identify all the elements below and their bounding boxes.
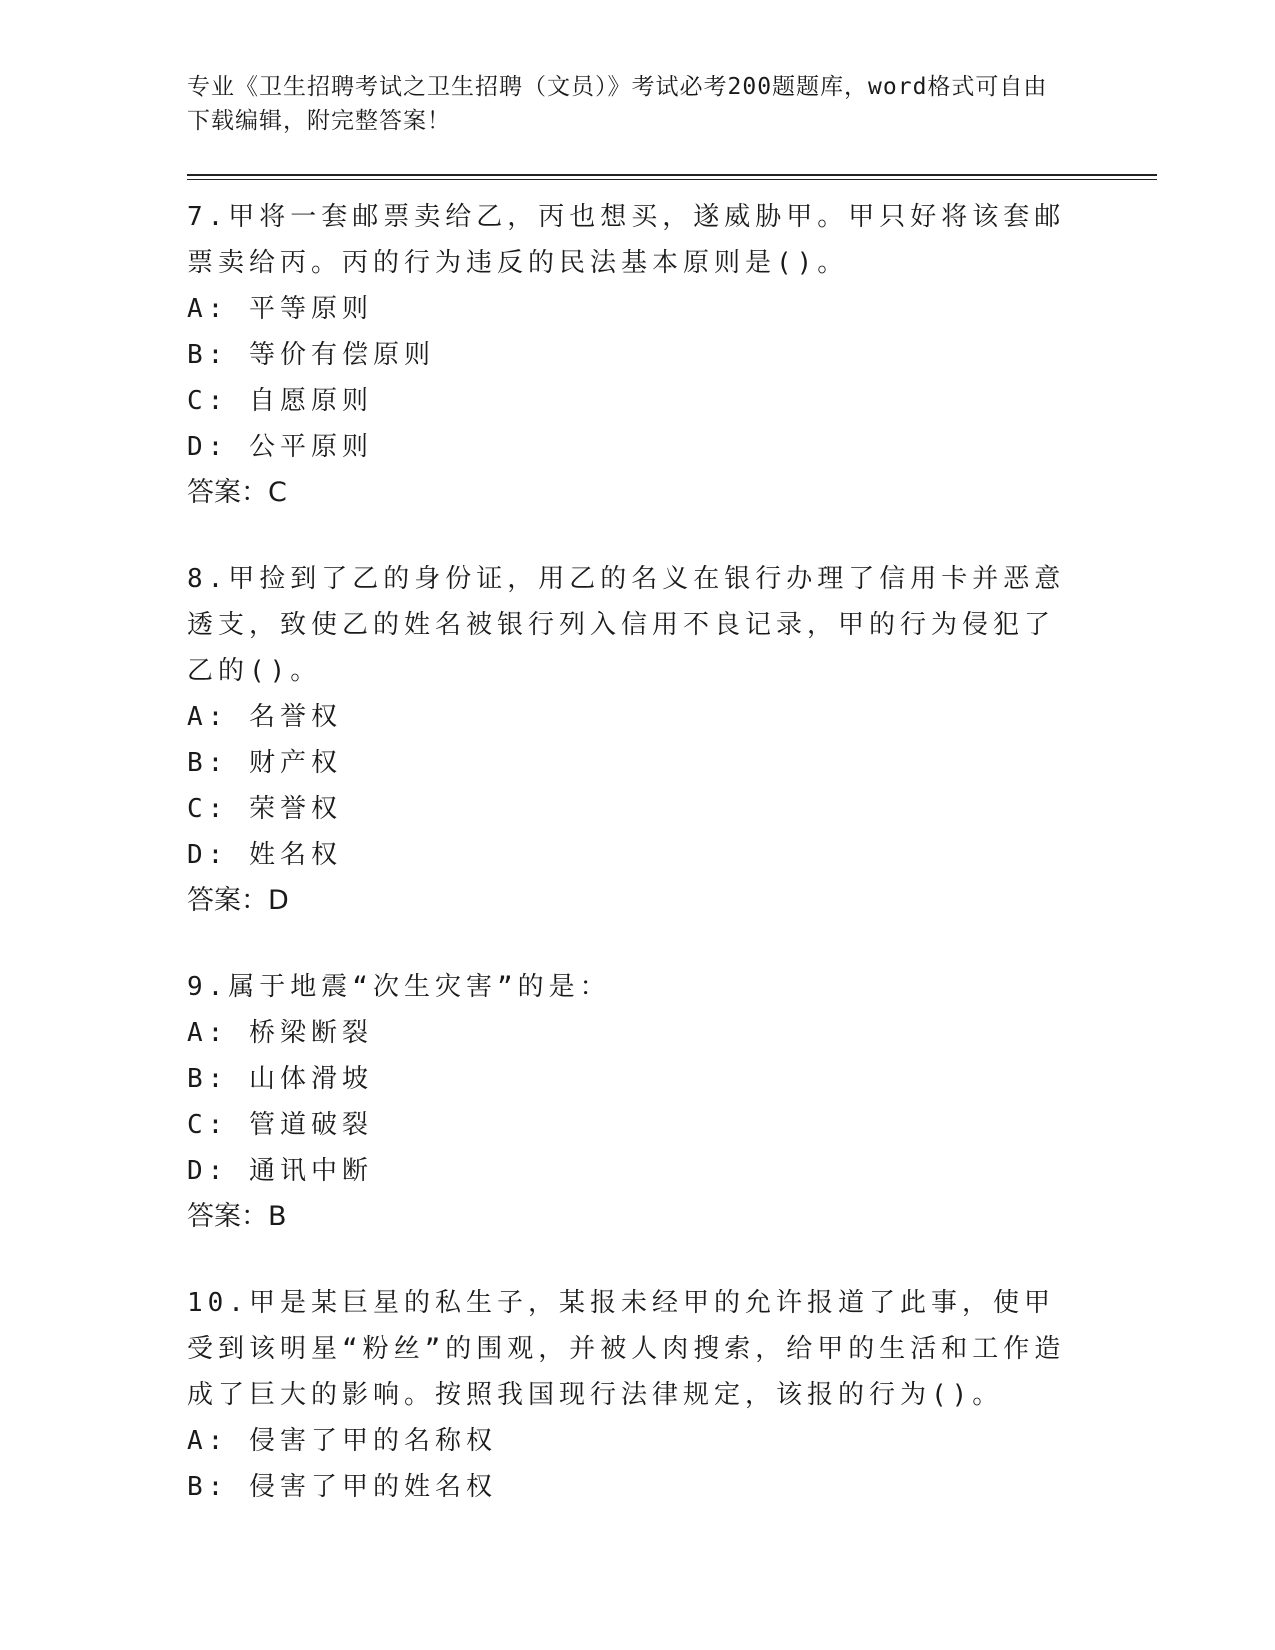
option-a: A: 桥梁断裂 — [187, 1018, 373, 1048]
option-c: C: 荣誉权 — [187, 794, 342, 824]
question-stem: 8.甲捡到了乙的身份证，用乙的名义在银行办理了信用卡并恶意透支，致使乙的姓名被银行列入信用不良记录，甲的行为侵犯了乙的()。 — [187, 564, 1066, 686]
question-7 — [187, 194, 1157, 516]
option-c: C: 自愿原则 — [187, 386, 373, 416]
question-8 — [187, 556, 1157, 924]
header-divider — [187, 174, 1157, 180]
question-stem: 9.属于地震“次生灾害”的是： — [187, 972, 611, 1002]
option-b: B: 财产权 — [187, 748, 342, 778]
option-c: C: 管道破裂 — [187, 1110, 373, 1140]
question-9 — [187, 964, 1157, 1240]
document-page — [187, 70, 1157, 1510]
document-intro: 专业《卫生招聘考试之卫生招聘（文员）》考试必考200题题库，word格式可自由下载编辑，附完整答案！ — [187, 74, 1048, 134]
option-d: D: 姓名权 — [187, 840, 342, 870]
option-a: A: 平等原则 — [187, 294, 373, 324]
answer-line: 答案：B — [187, 1201, 287, 1232]
option-d: D: 公平原则 — [187, 432, 373, 462]
question-10 — [187, 1280, 1157, 1510]
option-a: A: 侵害了甲的名称权 — [187, 1426, 497, 1456]
option-b: B: 侵害了甲的姓名权 — [187, 1472, 497, 1502]
option-b: B: 山体滑坡 — [187, 1064, 373, 1094]
question-stem: 10.甲是某巨星的私生子，某报未经甲的允许报道了此事，使甲受到该明星“粉丝”的围观，并被人肉搜索，给甲的生活和工作造成了巨大的影响。按照我国现行法律规定，该报的行为()。 — [187, 1288, 1066, 1410]
option-b: B: 等价有偿原则 — [187, 340, 435, 370]
answer-line: 答案：D — [187, 885, 289, 916]
question-stem: 7.甲将一套邮票卖给乙，丙也想买，遂威胁甲。甲只好将该套邮票卖给丙。丙的行为违反的民法基本原则是()。 — [187, 202, 1066, 278]
option-a: A: 名誉权 — [187, 702, 342, 732]
answer-line: 答案：C — [187, 477, 287, 508]
option-d: D: 通讯中断 — [187, 1156, 373, 1186]
